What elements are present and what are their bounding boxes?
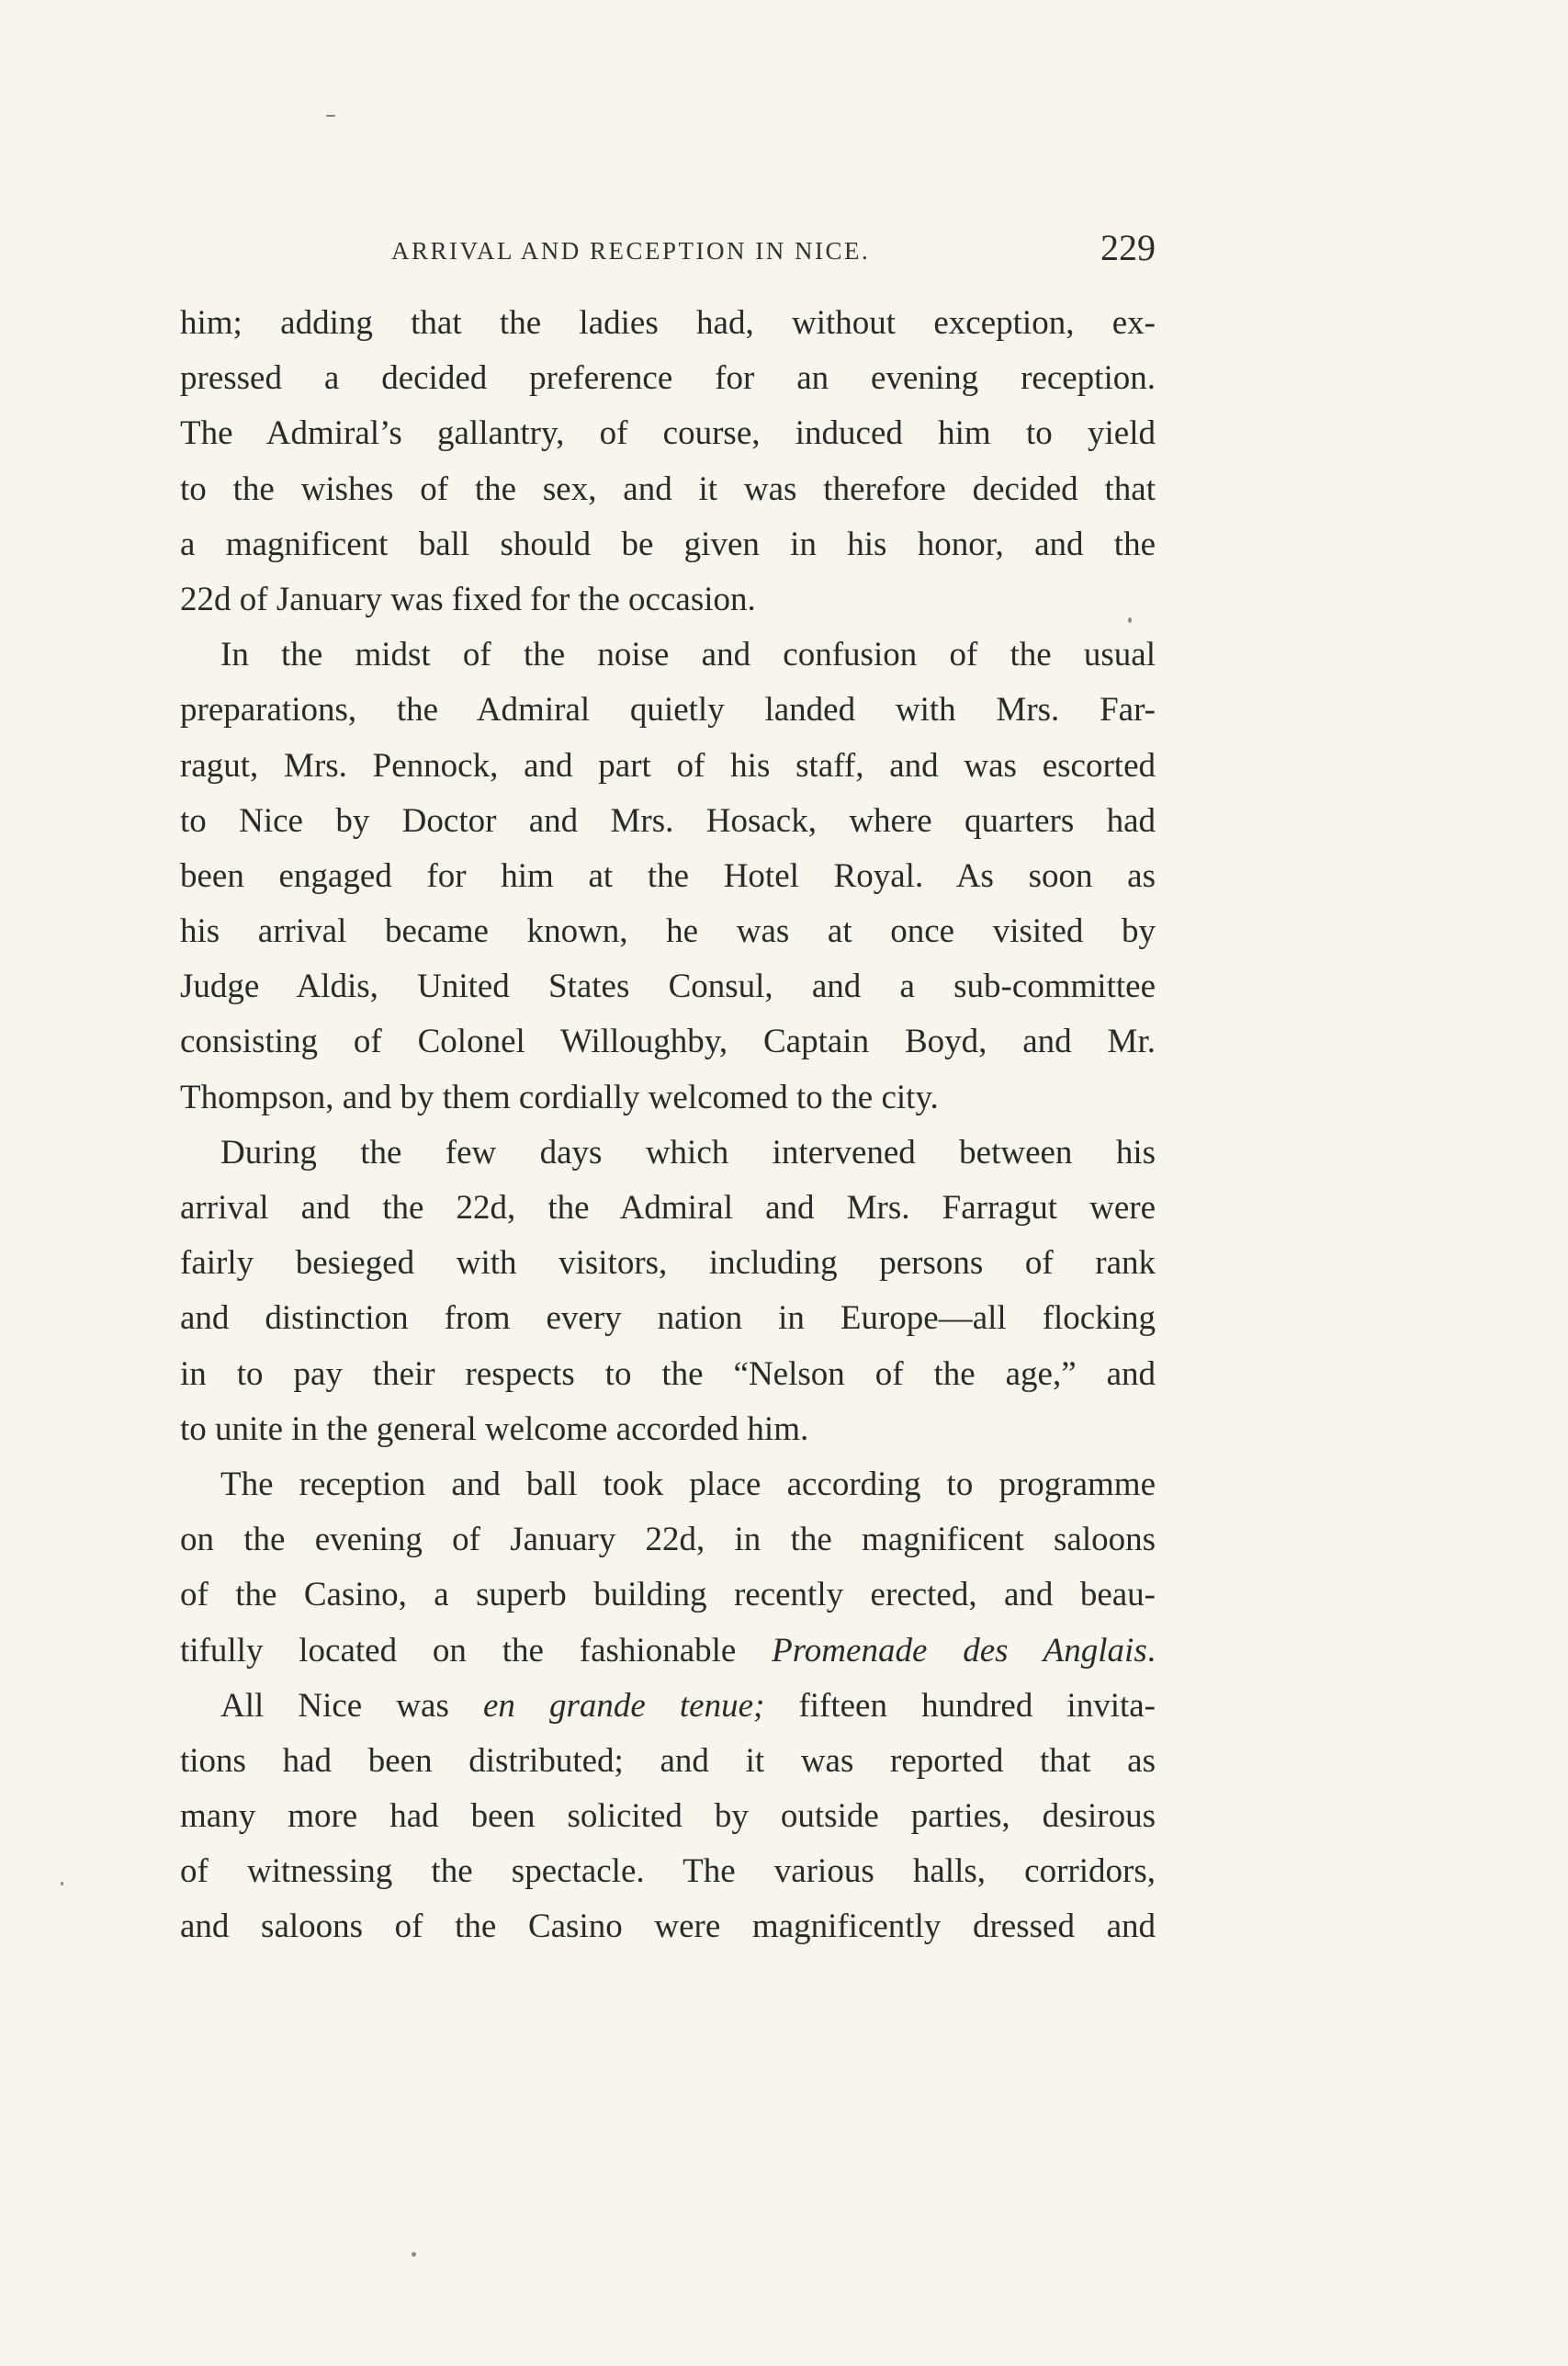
- text-line: in to pay their respects to the “Nelson of the age,” and: [180, 1354, 1156, 1393]
- paper-speck: [412, 2252, 416, 2257]
- text-segment: All Nice was: [220, 1686, 483, 1725]
- paper-speck: [326, 115, 335, 117]
- paragraph-first-line: In the midst of the noise and confusion of the usual: [220, 636, 1156, 674]
- text-line: of the Casino, a superb building recently erected, and beau-: [180, 1576, 1156, 1614]
- text-line: on the evening of January 22d, in the magnificent saloons: [180, 1521, 1156, 1559]
- text-segment: tifully located on the fashionable: [180, 1631, 773, 1670]
- text-line: and distinction from every nation in Europe—all flocking: [180, 1299, 1156, 1338]
- text-segment: .: [1146, 1631, 1156, 1670]
- paragraph-first-line: The reception and ball took place according to programme: [220, 1465, 1156, 1503]
- text-line: many more had been solicited by outside parties, desirous: [180, 1797, 1156, 1836]
- text-line: 22d of January was fixed for the occasion.: [180, 580, 756, 618]
- text-line: to Nice by Doctor and Mrs. Hosack, where quarters had: [180, 801, 1156, 840]
- text-line: his arrival became known, he was at once visited by: [180, 912, 1156, 951]
- text-line: ragut, Mrs. Pennock, and part of his staff, and was escorted: [180, 746, 1156, 785]
- text-line: consisting of Colonel Willoughby, Captain Boyd, and Mr.: [180, 1023, 1156, 1061]
- text-line: The Admiral’s gallantry, of course, induced him to yield: [180, 414, 1156, 453]
- text-line: tions had been distributed; and it was reported that as: [180, 1741, 1156, 1780]
- paragraph-first-line: [180, 1679, 1156, 1734]
- text-line: been engaged for him at the Hotel Royal. As soon as: [180, 856, 1156, 895]
- body-text: [180, 296, 1156, 1955]
- text-line: and saloons of the Casino were magnificently dressed and: [180, 1908, 1156, 1946]
- text-line: Thompson, and by them cordially welcomed to the city.: [180, 1078, 939, 1116]
- text-line: arrival and the 22d, the Admiral and Mrs. Farragut were: [180, 1189, 1156, 1227]
- italic-phrase: en grande tenue;: [482, 1686, 765, 1725]
- text-line: Judge Aldis, United States Consul, and a sub-committee: [180, 968, 1156, 1006]
- paper-speck: [61, 1882, 63, 1885]
- text-line: preparations, the Admiral quietly landed with Mrs. Far-: [180, 691, 1156, 730]
- text-line: to the wishes of the sex, and it was therefore decided that: [180, 470, 1156, 508]
- paragraph-first-line: During the few days which intervened between his: [220, 1133, 1156, 1172]
- text-line-italic: [180, 1624, 1156, 1679]
- text-line: of witnessing the spectacle. The various halls, corridors,: [180, 1852, 1156, 1891]
- text-line: to unite in the general welcome accorded him.: [180, 1409, 809, 1448]
- paper-speck: [1128, 617, 1132, 623]
- text-line: fairly besieged with visitors, including persons of rank: [180, 1244, 1156, 1283]
- italic-phrase: Promenade des Anglais: [772, 1631, 1147, 1670]
- text-segment: fifteen hundred invita-: [764, 1686, 1156, 1725]
- text-line: a magnificent ball should be given in his honor, and the: [180, 525, 1156, 563]
- running-title: ARRIVAL AND RECEPTION IN NICE.: [391, 237, 871, 265]
- text-line: pressed a decided preference for an evening reception.: [180, 359, 1156, 398]
- page-number: 229: [1100, 227, 1156, 268]
- text-line: him; adding that the ladies had, without exception, ex-: [180, 304, 1156, 342]
- running-head: [180, 226, 1156, 281]
